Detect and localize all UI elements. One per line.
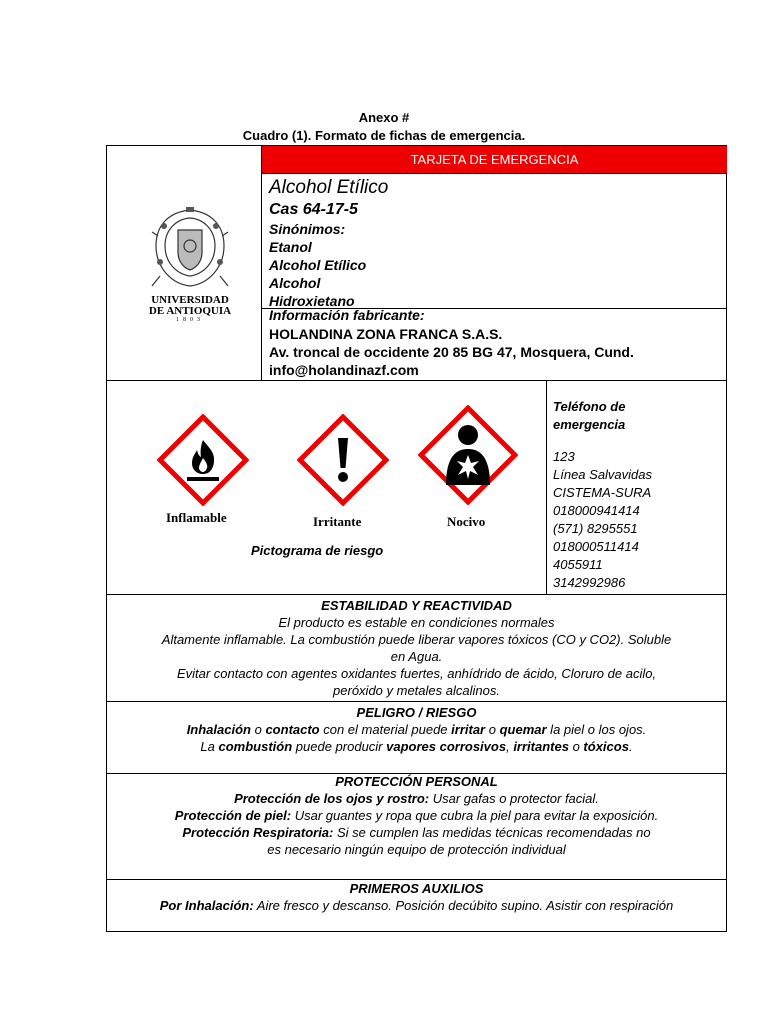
divider-stability [107, 594, 726, 595]
phones-title-2: emergencia [553, 417, 626, 432]
protection-skin-text: Usar guantes y ropa que cubra la piel para evitar la exposición. [291, 808, 659, 823]
protection-eyes-text: Usar gafas o protector facial. [429, 791, 599, 806]
danger-text: o [485, 722, 500, 737]
danger-line-2 [107, 738, 726, 755]
phone-line: 3142992986 [553, 575, 626, 590]
flame-icon [157, 414, 249, 506]
university-logo [135, 206, 245, 321]
phones-title-1: Teléfono de [553, 399, 626, 414]
divider-pictograms [107, 380, 726, 381]
protection-skin [107, 807, 726, 824]
danger-text: , [506, 739, 514, 754]
danger-term: combustión [218, 739, 293, 754]
emergency-card [106, 145, 727, 932]
danger-text: o [568, 739, 584, 754]
first-aid-inhalation-text: Aire fresco y descanso. Posición decúbito supino. Asistir con respiración [253, 898, 674, 913]
danger-term: quemar [499, 722, 547, 737]
logo-line-2: DE ANTIOQUIA [148, 305, 232, 317]
danger-term: irritantes [513, 739, 569, 754]
synonym-item: Etanol [269, 239, 312, 255]
synonym-item: Hidroxietano [269, 293, 355, 309]
danger-line-1 [107, 721, 726, 738]
university-seal-icon [150, 206, 230, 290]
logo-year: 1803 [176, 317, 204, 323]
protection-title: PROTECCIÓN PERSONAL [335, 774, 498, 789]
danger-term: tóxicos [583, 739, 629, 754]
phone-line: 018000511414 [553, 539, 639, 554]
exclamation-icon [297, 414, 389, 506]
pictogram-caption: Pictograma de riesgo [251, 543, 384, 558]
pictogram-label-irritant: Irritante [313, 514, 362, 529]
synonym-item: Alcohol Etílico [269, 257, 367, 273]
stability-line: en Agua. [390, 649, 443, 664]
synonym-item: Alcohol [269, 275, 321, 291]
danger-text: . [628, 739, 633, 754]
manufacturer-name: HOLANDINA ZONA FRANCA S.A.S. [269, 326, 503, 342]
first-aid-title: PRIMEROS AUXILIOS [349, 881, 484, 896]
phone-line: (571) 8295551 [553, 521, 638, 536]
stability-line: Altamente inflamable. La combustión puede liberar vapores tóxicos (CO y CO2). Soluble [161, 632, 672, 647]
danger-text: con el material puede [319, 722, 452, 737]
stability-title: ESTABILIDAD Y REACTIVIDAD [321, 598, 512, 613]
stability-section [107, 597, 726, 699]
danger-section [107, 704, 726, 755]
annex-title: Anexo # [358, 110, 410, 125]
table-caption: Cuadro (1). Formato de fichas de emergencia. [242, 128, 526, 143]
manufacturer-address: Av. troncal de occidente 20 85 BG 47, Mosquera, Cund. [269, 344, 634, 360]
divider-banner [261, 173, 726, 174]
danger-text: La [200, 739, 219, 754]
phone-line: 4055911 [553, 557, 603, 572]
phone-line: 123 [553, 449, 575, 464]
synonyms-block [269, 220, 366, 310]
danger-term: contacto [265, 722, 320, 737]
emergency-phones [553, 398, 652, 592]
emergency-banner: TARJETA DE EMERGENCIA [262, 146, 727, 173]
pictogram-label-flammable: Inflamable [166, 510, 227, 525]
protection-section [107, 773, 726, 858]
logo-line-1: UNIVERSIDAD [151, 294, 229, 306]
danger-text: la piel o los ojos. [546, 722, 647, 737]
pictogram-label-harmful: Nocivo [447, 514, 486, 529]
manufacturer-label: Información fabricante: [269, 307, 425, 323]
first-aid-inhalation-label: Por Inhalación: [159, 898, 254, 913]
first-aid-section [107, 880, 726, 914]
protection-resp-label: Protección Respiratoria: [182, 825, 334, 840]
divider-danger [107, 701, 726, 702]
protection-skin-label: Protección de piel: [174, 808, 292, 823]
cas-number: Cas 64-17-5 [269, 201, 358, 218]
phone-line: Línea Salvavidas [553, 467, 653, 482]
danger-text: o [250, 722, 266, 737]
divider-vertical-right [546, 380, 547, 594]
manufacturer-email: info@holandinazf.com [269, 362, 419, 378]
protection-resp-text: Si se cumplen las medidas técnicas recomendadas no [333, 825, 651, 840]
divider-vertical-left [261, 146, 262, 380]
danger-term: vapores corrosivos [386, 739, 507, 754]
stability-line: El producto es estable en condiciones normales [278, 615, 555, 630]
protection-respiratory [107, 824, 726, 841]
danger-title: PELIGRO / RIESGO [356, 705, 477, 720]
health-hazard-icon [418, 405, 518, 505]
product-name: Alcohol Etílico [269, 177, 389, 198]
protection-respiratory-cont: es necesario ningún equipo de protección individual [267, 842, 566, 857]
phone-line: CISTEMA-SURA [553, 485, 652, 500]
first-aid-inhalation [107, 897, 726, 914]
protection-eyes [107, 790, 726, 807]
stability-line: peróxido y metales alcalinos. [333, 683, 500, 698]
danger-term: irritar [451, 722, 486, 737]
danger-text: puede producir [292, 739, 387, 754]
protection-eyes-label: Protección de los ojos y rostro: [234, 791, 430, 806]
danger-term: Inhalación [186, 722, 251, 737]
synonyms-label: Sinónimos: [269, 221, 346, 237]
phone-line: 018000941414 [553, 503, 640, 518]
stability-line: Evitar contacto con agentes oxidantes fuertes, anhídrido de ácido, Cloruro de acilo, [176, 666, 657, 681]
